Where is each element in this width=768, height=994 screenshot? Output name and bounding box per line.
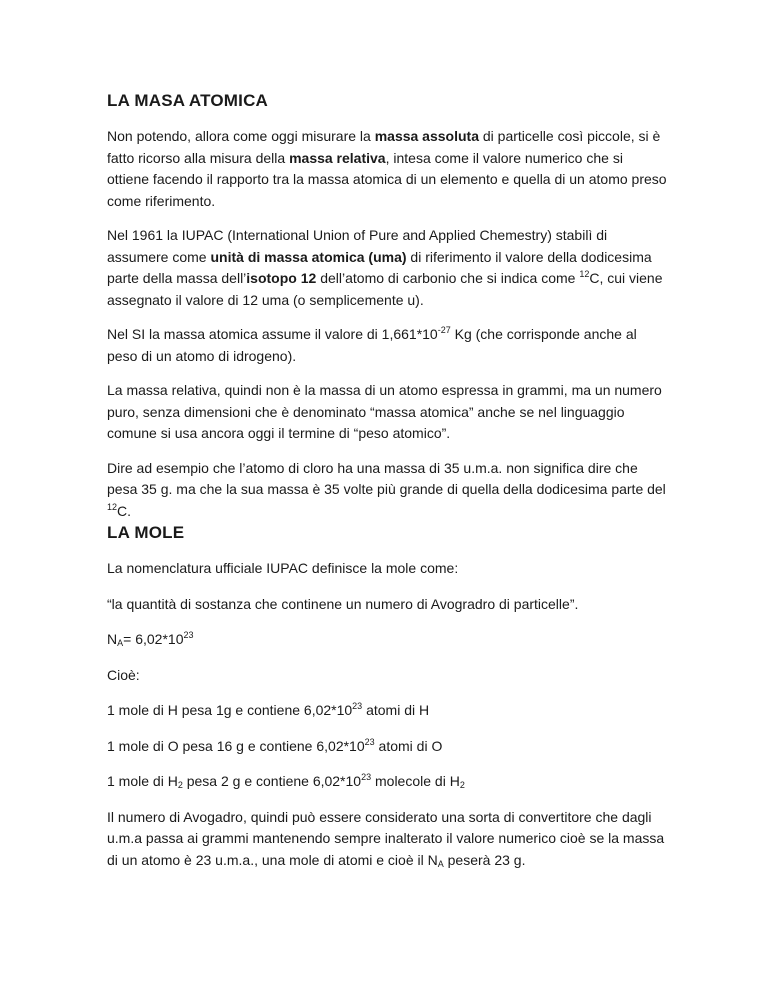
text: peserà 23 g. (443, 851, 526, 868)
subscript: A (117, 638, 124, 648)
paragraph-mole-quote: “la quantità di sostanza che continene un numero di Avogradro di particelle”. (107, 595, 579, 612)
bold-term: massa relativa (289, 149, 386, 166)
example-hydrogen (107, 700, 667, 722)
subscript: 2 (177, 780, 183, 790)
subscript: A (437, 858, 444, 869)
text: atomi di O (374, 737, 443, 754)
bold-term: unità di massa atomica (uma) (210, 248, 407, 265)
paragraph-si-value (107, 324, 667, 367)
bold-term: massa assoluta (374, 128, 479, 144)
text: Kg (che corrisponde anche al peso di un atomo di idrogeno). (107, 326, 637, 364)
bold-term: isotopo 12 (246, 270, 317, 286)
text: = 6,02*10 (123, 631, 184, 647)
superscript: 12 (107, 501, 118, 512)
example-oxygen (107, 736, 667, 758)
section-title-mole: LA MOLE (107, 523, 185, 542)
paragraph-cioe: Cioè: (107, 666, 140, 683)
text: C. (117, 502, 132, 519)
text: molecole di H (371, 773, 460, 789)
subscript: 2 (459, 780, 465, 790)
text: N (107, 631, 118, 647)
text: Nel SI la massa atomica assume il valore di 1,661*10 (107, 326, 438, 342)
text: Non potendo, allora come oggi misurare la (107, 128, 375, 144)
superscript: 23 (364, 736, 375, 747)
text: C, cui viene assegnato il valore di 12 uma (o semplicemente u). (107, 270, 663, 308)
text: Il numero di Avogadro, quindi può essere considerato una sorta di convertitore che dagli u.m.a passa ai grammi mantenendo sempre inalterato il valore numerico cioè se la massa di un atomo è 23 u.m.a., una mole di atomi e cioè il N (107, 808, 665, 868)
paragraph-chlorine-example (107, 458, 667, 523)
avogadro-constant (107, 629, 667, 651)
paragraph-iupac-definition: La nomenclatura ufficiale IUPAC definisce la mole come: (107, 560, 459, 576)
section-title-atomic-mass: LA MASA ATOMICA (107, 91, 269, 110)
text: pesa 2 g e contiene 6,02*10 (182, 773, 362, 789)
text: atomi di H (362, 702, 430, 718)
text: 1 mole di H (107, 773, 178, 789)
superscript: 12 (579, 269, 590, 279)
text: , intesa come il valore numerico che si ottiene facendo il rapporto tra la massa atomica di un elemento e quella di un atomo preso come riferimento. (107, 149, 667, 209)
document-page (107, 86, 667, 871)
text: di riferimento il valore della dodicesima parte della massa dell’ (107, 248, 652, 286)
paragraph-iupac-uma (107, 225, 667, 311)
text: Dire ad esempio che l’atomo di cloro ha una massa di 35 u.m.a. non significa dire che pesa 35 g. ma che la sua massa è 35 volte più grande di quella della dodicesima parte del (107, 459, 666, 497)
superscript: 23 (352, 701, 363, 711)
text: 1 mole di O pesa 16 g e contiene 6,02*10 (107, 737, 365, 754)
text: dell’atomo di carbonio che si indica come (316, 270, 580, 286)
superscript: 23 (183, 630, 194, 640)
paragraph-avogadro-converter (107, 807, 667, 872)
superscript: -27 (437, 325, 451, 335)
text: Nel 1961 la IUPAC (International Union of Pure and Applied Chemestry) stabilì di assumere come (107, 227, 608, 265)
paragraph-absolute-relative-mass (107, 126, 667, 212)
example-h2-molecule (107, 771, 667, 793)
paragraph-relative-mass: La massa relativa, quindi non è la massa di un atomo espressa in grammi, ma un numero puro, senza dimensioni che è denominato “massa atomica” anche se nel linguaggio comune si usa ancora oggi il termine di “peso atomico”. (107, 382, 662, 441)
text: di particelle così piccole, si è fatto ricorso alla misura della (107, 128, 661, 166)
text: 1 mole di H pesa 1g e contiene 6,02*10 (107, 702, 353, 718)
superscript: 23 (361, 772, 372, 782)
